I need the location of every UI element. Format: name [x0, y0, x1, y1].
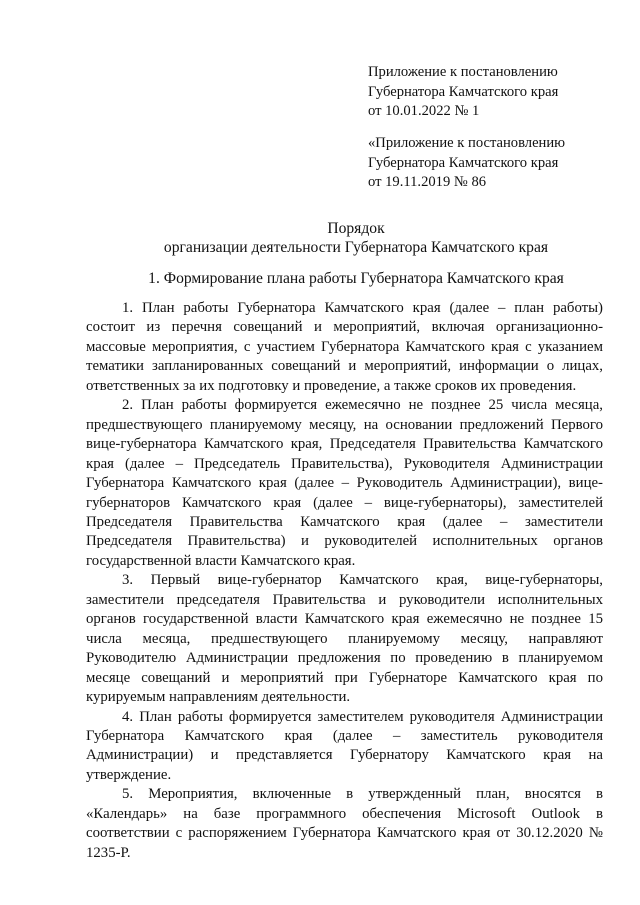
appendix-line: «Приложение к постановлению — [368, 135, 566, 151]
paragraph-1: 1. План работы Губернатора Камчатского края (далее – план работы) состоит из перечня совещаний и мероприятий, включая организационно-массовые мероприятия, с участием Губернатора Камчатского края с указанием тематики запланированных совещаний и мероприятий, информации о лицах, ответственных за их подготовку и проведение, а также сроков их проведения. — [86, 300, 603, 394]
document-body — [86, 299, 603, 863]
paragraph-4: 4. План работы формируется заместителем руководителя Администрации Губернатора Камчатского края (далее – заместитель руководителя Администрации) и представляется Губернатору Камчатского края на утверждение. — [86, 708, 603, 783]
section-heading: 1. Формирование плана работы Губернатора Камчатского края — [148, 270, 564, 287]
appendix-line: от 19.11.2019 № 86 — [368, 174, 487, 190]
appendix-line: Губернатора Камчатского края — [368, 154, 559, 171]
appendix-line: Приложение к постановлению — [368, 64, 558, 80]
appendix-line: Губернатора Камчатского края — [368, 83, 559, 100]
appendix-line: от 10.01.2022 № 1 — [368, 103, 480, 119]
appendix-header-current — [368, 63, 618, 122]
document-title: Порядок — [327, 220, 385, 237]
document-subtitle: организации деятельности Губернатора Камчатского края — [163, 239, 549, 256]
paragraph-3: 3. Первый вице-губернатор Камчатского края, вице-губернаторы, заместители председателя Правительства и руководители исполнительных органов государственной власти Камчатского края ежемесячно не позднее 15 числа месяца, предшествующего планируемому месяцу, направляют Руководителю Администрации предложения по проведению в планируемом месяце совещаний и мероприятий при Губернаторе Камчатского края по курируемым направлениям деятельности. — [86, 572, 603, 706]
paragraph-2: 2. План работы формируется ежемесячно не позднее 25 числа месяца, предшествующего планируемому месяцу, на основании предложений Первого вице-губернатора Камчатского края, Председателя Правительства Камчатского края (далее – Председатель Правительства), Руководителя Администрации Губернатора Камчатского края (далее – Руководитель Администрации), вице-губернаторов Камчатского края (далее – вице-губернаторы), заместителей Председателя Правительства Камчатского края (далее – заместители Председателя Правительства) и руководителей исполнительных органов государственной власти Камчатского края. — [86, 397, 603, 569]
appendix-header-original — [368, 134, 618, 193]
paragraph-5: 5. Мероприятия, включенные в утвержденный план, вносятся в «Календарь» на базе программного обеспечения Microsoft Outlook в соответствии с распоряжением Губернатора Камчатского края от 30.12.2020 № 1235-Р. — [86, 786, 603, 861]
